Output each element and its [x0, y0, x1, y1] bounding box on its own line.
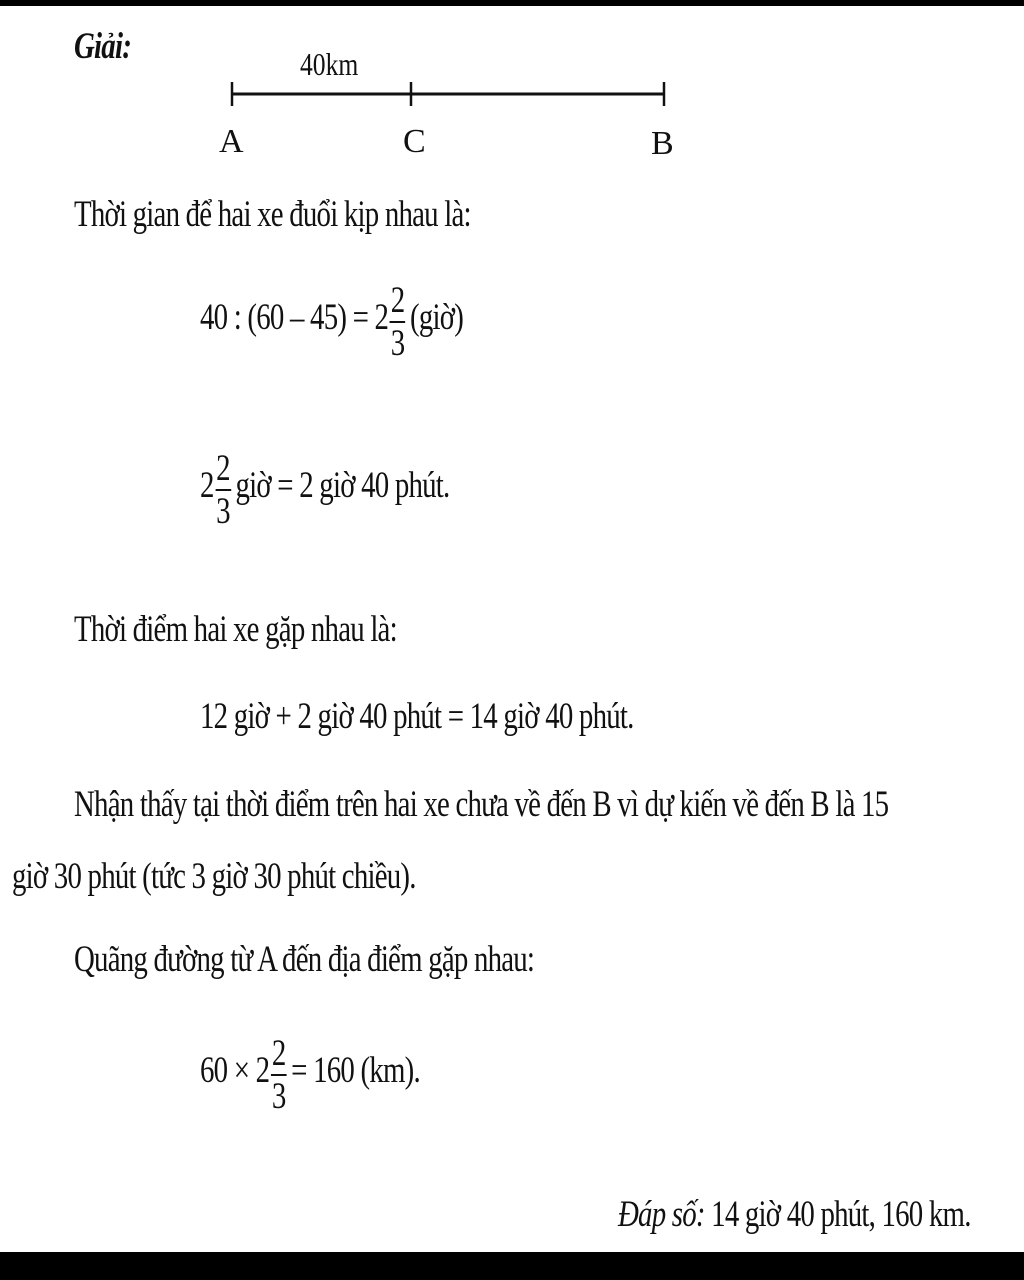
step3-heading: Thời điểm hai xe gặp nhau là:	[74, 609, 397, 650]
step1-heading: Thời gian để hai xe đuổi kịp nhau là:	[74, 194, 471, 235]
answer-value: 14 giờ 40 phút, 160 km.	[711, 1194, 971, 1235]
solution-title: Giải:	[74, 26, 132, 67]
step2-expr-right: giờ = 2 giờ 40 phút.	[235, 465, 450, 507]
step1-fraction	[390, 282, 406, 362]
step4-frac-num: 2	[271, 1033, 286, 1074]
step1-frac-den: 3	[390, 322, 405, 364]
document-page	[0, 6, 1024, 1252]
step4-heading: Quãng đường từ A đến địa điểm gặp nhau:	[74, 939, 535, 980]
step2-whole: 2	[200, 465, 214, 507]
step1-expr-right: (giờ)	[410, 297, 464, 339]
note-line2: giờ 30 phút (tức 3 giờ 30 phút chiều).	[12, 856, 416, 897]
step4-expr-right: = 160 (km).	[291, 1050, 420, 1092]
step2-frac-num: 2	[216, 448, 230, 489]
step2-expression	[200, 446, 450, 532]
final-answer	[618, 1196, 971, 1233]
step2-fraction	[215, 450, 231, 530]
point-c-label: C	[403, 123, 426, 160]
step1-expr-left: 40 : (60 – 45) = 2	[200, 297, 389, 339]
step4-expr-left: 60 × 2	[200, 1050, 270, 1092]
step4-frac-den: 3	[271, 1075, 286, 1117]
step2-frac-den: 3	[216, 490, 230, 532]
step1-expression	[200, 278, 464, 364]
point-b-label: B	[651, 125, 674, 162]
step4-expression	[200, 1031, 420, 1117]
point-a-label: A	[219, 123, 244, 160]
answer-label: Đáp số:	[618, 1194, 705, 1235]
step1-frac-num: 2	[390, 280, 405, 321]
segment-diagram	[220, 76, 680, 116]
distance-label: 40km	[300, 46, 359, 82]
step3-expression: 12 giờ + 2 giờ 40 phút = 14 giờ 40 phút.	[200, 696, 634, 737]
note-line1: Nhận thấy tại thời điểm trên hai xe chưa về đến B vì dự kiến về đến B là 15	[74, 784, 889, 825]
step4-fraction	[271, 1035, 287, 1115]
